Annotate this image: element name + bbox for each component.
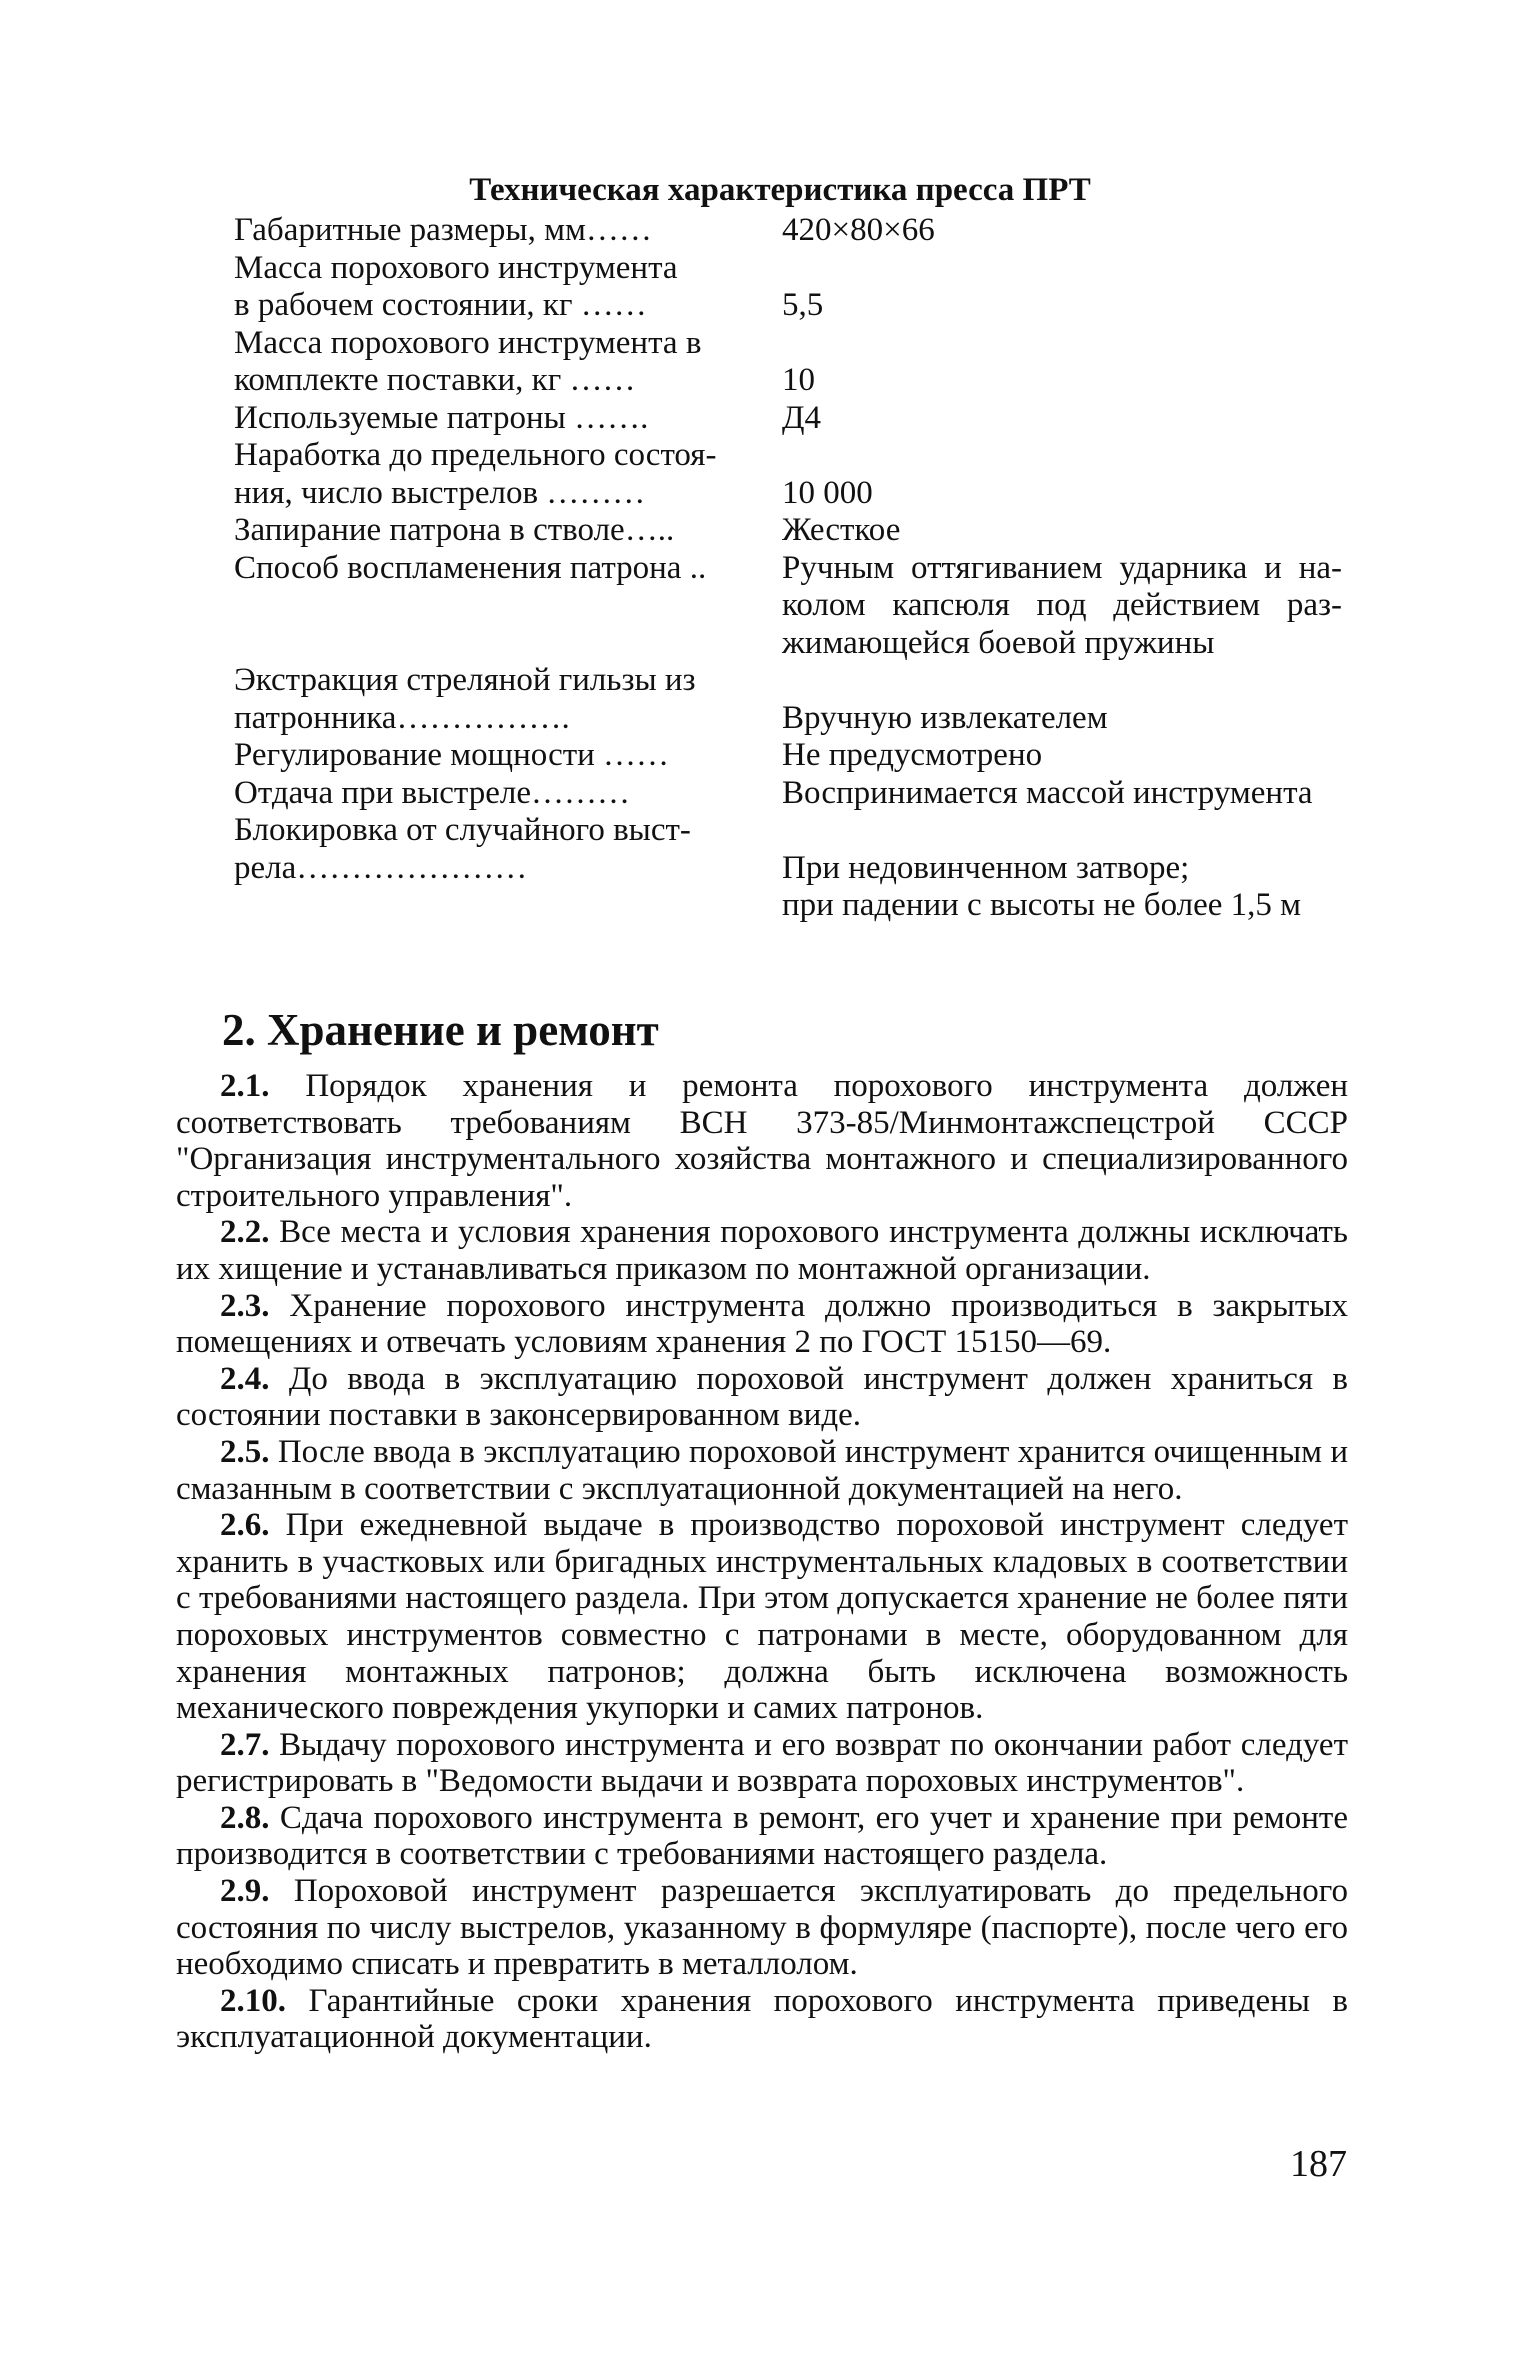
paragraph-number: 2.10. [220,1982,286,2019]
spec-label-line: Отдача при выстреле……… [234,774,630,811]
spec-row [234,812,1354,925]
paragraph [176,1214,1348,1287]
spec-label [234,812,734,887]
spec-label-line: Масса порохового инструмента [234,249,678,286]
spec-value-line [782,662,1342,700]
spec-value [782,250,1342,325]
paragraph-number: 2.2. [220,1214,270,1251]
paragraph-text: Выдачу порохового инструмента и его возврат по окончании работ следует регистрировать в "Ведомости выдачи и возврата пороховых инструментов". [176,1726,1349,1800]
spec-title: Техническая характеристика пресса ПРТ [469,172,1091,208]
paragraph [176,1873,1348,1983]
spec-table [234,212,1354,925]
spec-row [234,775,1354,813]
paragraph-number: 2.7. [220,1726,270,1763]
paragraph-text: Гарантийные сроки хранения порохового инструмента приведены в эксплуатационной документации. [176,1982,1348,2056]
spec-value-line: При недовинченном затворе; [782,849,1190,886]
spec-label-line: в рабочем состоянии, кг …… [234,287,647,323]
spec-row [234,737,1354,775]
spec-value-line [782,325,1342,363]
paragraph-text: Пороховой инструмент разрешается эксплуатировать до предельного состояния по числу выстрелов, указанному в формуляре (паспорте), после чего его необходимо списать и превратить в металлолом. [176,1873,1348,1983]
spec-value [782,437,1342,512]
paragraph-number: 2.3. [220,1287,270,1324]
spec-value [782,812,1342,925]
spec-label-line: Способ воспламенения патрона .. [234,549,707,586]
paragraph-text: Хранение порохового инструмента должно производиться в закрытых помещениях и отвечать условиям хранения 2 по ГОСТ 15150—69. [176,1287,1349,1361]
paragraph-text: Все места и условия хранения порохового инструмента должны исключать их хищение и устанавливаться приказом по монтажной организации. [176,1214,1348,1287]
spec-row [234,437,1354,512]
spec-label [234,325,734,400]
spec-label [234,662,734,737]
paragraph-number: 2.4. [220,1360,270,1397]
spec-value [782,212,1342,250]
spec-value-line: 10 [782,362,815,398]
spec-value-line: Д4 [782,399,822,436]
spec-value-line: Не предусмотрено [782,737,1043,773]
paragraph-text: Сдача порохового инструмента в ремонт, его учет и хранение при ремонте производится в соответствии с требованиями настоящего раздела. [176,1799,1348,1873]
paragraph-text: Порядок хранения и ремонта порохового инструмента должен соответствовать требованиям ВСН 373-85/Минмонтажспецстрой СССР "Организация инструментального хозяйства монтажного и специализированного строительного управления". [176,1068,1348,1214]
spec-value-line [782,437,1342,475]
spec-label [234,212,734,250]
spec-row [234,250,1354,325]
paragraph-number: 2.8. [220,1799,270,1836]
spec-label-line: рела………………… [234,849,528,886]
paragraph-number: 2.1. [220,1068,270,1104]
spec-row [234,325,1354,400]
spec-label-line: Масса порохового инструмента в [234,324,702,361]
spec-row [234,662,1354,737]
spec-label-line: Регулирование мощности …… [234,737,670,773]
spec-label [234,775,734,813]
paragraph-number: 2.6. [220,1507,270,1544]
spec-value [782,512,1342,550]
spec-value-line: при падении с высоты не более 1,5 м [782,887,1302,923]
paragraph-number: 2.5. [220,1433,270,1470]
paragraph [176,1068,1348,1214]
paragraph [176,1288,1348,1361]
section-body [176,1068,1348,2056]
spec-label [234,512,734,550]
spec-row [234,212,1354,250]
spec-value [782,662,1342,737]
paragraph [176,1361,1348,1434]
spec-label-line: Наработка до предельного состоя- [234,437,717,473]
spec-row [234,550,1354,663]
spec-label [234,250,734,325]
spec-row [234,400,1354,438]
spec-label-line: Габаритные размеры, мм…… [234,212,652,248]
spec-label [234,737,734,775]
spec-value [782,550,1342,663]
spec-value [782,325,1342,400]
paragraph [176,1507,1348,1727]
spec-label-line: комплекте поставки, кг …… [234,362,636,398]
spec-value-line: колом капсюля под действием раз- [782,587,1342,623]
spec-label-line: патронника……………. [234,699,570,736]
spec-value-line: Воспринимается массой инструмента [782,774,1313,811]
spec-value-line: Жесткое [782,512,901,548]
paragraph [176,1727,1348,1800]
spec-value-line: 5,5 [782,287,824,323]
spec-label-line: ния, число выстрелов ……… [234,474,646,511]
spec-value-line: 420×80×66 [782,212,935,248]
spec-label-line: Блокировка от случайного выст- [234,812,691,848]
spec-value-line: Вручную извлекателем [782,699,1108,736]
section-heading: 2. Хранение и ремонт [222,1005,659,1055]
paragraph-text: При ежедневной выдаче в производство пороховой инструмент следует хранить в участковых или бригадных инструментальных кладовых в соответствии с требованиями настоящего раздела. При этом допускается хранение не более пяти пороховых инструментов совместно с патронами в месте, оборудованном для хранения монтажных патронов; должна быть исключена возможность механического повреждения укупорки и самих патронов. [176,1507,1349,1727]
page-number: 187 [1290,2143,1347,2185]
spec-label-line: Экстракция стреляной гильзы из [234,662,696,698]
spec-label [234,437,734,512]
spec-label [234,550,734,588]
spec-value-line: жимающейся боевой пружины [782,624,1215,661]
paragraph-text: До ввода в эксплуатацию пороховой инструмент должен храниться в состоянии поставки в законсервированном виде. [176,1360,1348,1434]
spec-value [782,775,1342,813]
spec-label-line: Используемые патроны ……. [234,399,649,436]
spec-value-line [782,250,1342,288]
spec-value [782,400,1342,438]
paragraph [176,1434,1348,1507]
spec-value-line [782,812,1342,850]
spec-row [234,512,1354,550]
paragraph-number: 2.9. [220,1873,270,1910]
paragraph [176,1800,1348,1873]
paragraph [176,1983,1348,2056]
spec-value-line: 10 000 [782,474,873,511]
spec-label-line: Запирание патрона в стволе….. [234,512,675,548]
spec-label [234,400,734,438]
paragraph-text: После ввода в эксплуатацию пороховой инструмент хранится очищенным и смазанным в соответствии с эксплуатационной документацией на него. [176,1433,1348,1507]
spec-value [782,737,1342,775]
spec-value-line: Ручным оттягиванием ударника и на- [782,549,1342,586]
